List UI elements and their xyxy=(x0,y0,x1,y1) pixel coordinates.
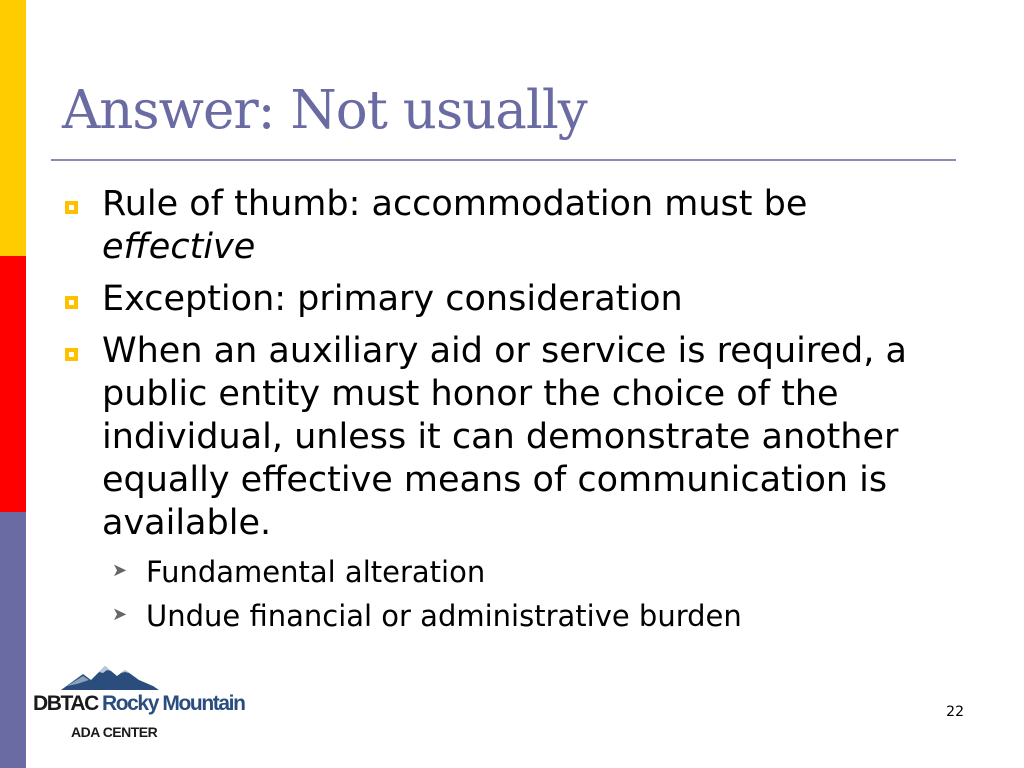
logo-title xyxy=(33,692,245,716)
bullet-item xyxy=(62,278,942,321)
sidebar-band-red xyxy=(0,256,26,512)
page-number: 22 xyxy=(946,704,964,720)
square-bullet-icon xyxy=(65,348,78,361)
bullet-item xyxy=(62,183,942,269)
mountain-peaks-icon xyxy=(61,662,161,692)
arrow-bullet-icon: ➤ xyxy=(112,560,128,581)
sidebar-band-yellow xyxy=(0,0,26,256)
bullet-text: When an auxiliary aid or service is required, a public entity must honor the choice of the individual, unless it can demonstrate another equally effective means of communication is available. xyxy=(102,331,907,543)
bullet-list xyxy=(62,183,942,643)
square-bullet-icon xyxy=(65,296,78,309)
dbtac-logo xyxy=(33,662,245,748)
bullet-text-main: Rule of thumb: accommodation must be xyxy=(102,184,808,224)
bullet-emphasis: effective xyxy=(102,227,256,267)
bullet-text: Exception: primary consideration xyxy=(102,279,683,319)
sub-bullet-item xyxy=(102,599,942,633)
bullet-item xyxy=(62,330,942,633)
sub-bullet-item xyxy=(102,555,942,589)
sub-bullet-list xyxy=(102,555,942,633)
decorative-sidebar xyxy=(0,0,26,768)
logo-subtitle: ADA CENTER xyxy=(71,724,158,740)
square-bullet-icon xyxy=(65,201,78,214)
logo-dbtac-text: DBTAC xyxy=(33,692,98,715)
arrow-bullet-icon: ➤ xyxy=(112,604,128,625)
title-underline xyxy=(51,159,956,161)
sub-bullet-text: Undue financial or administrative burden xyxy=(146,599,742,633)
logo-rocky-mountain-text: Rocky Mountain xyxy=(101,692,245,715)
bullet-text xyxy=(102,184,807,267)
slide-title: Answer: Not usually xyxy=(62,80,587,141)
sidebar-band-purple xyxy=(0,512,26,768)
sub-bullet-text: Fundamental alteration xyxy=(146,555,486,589)
